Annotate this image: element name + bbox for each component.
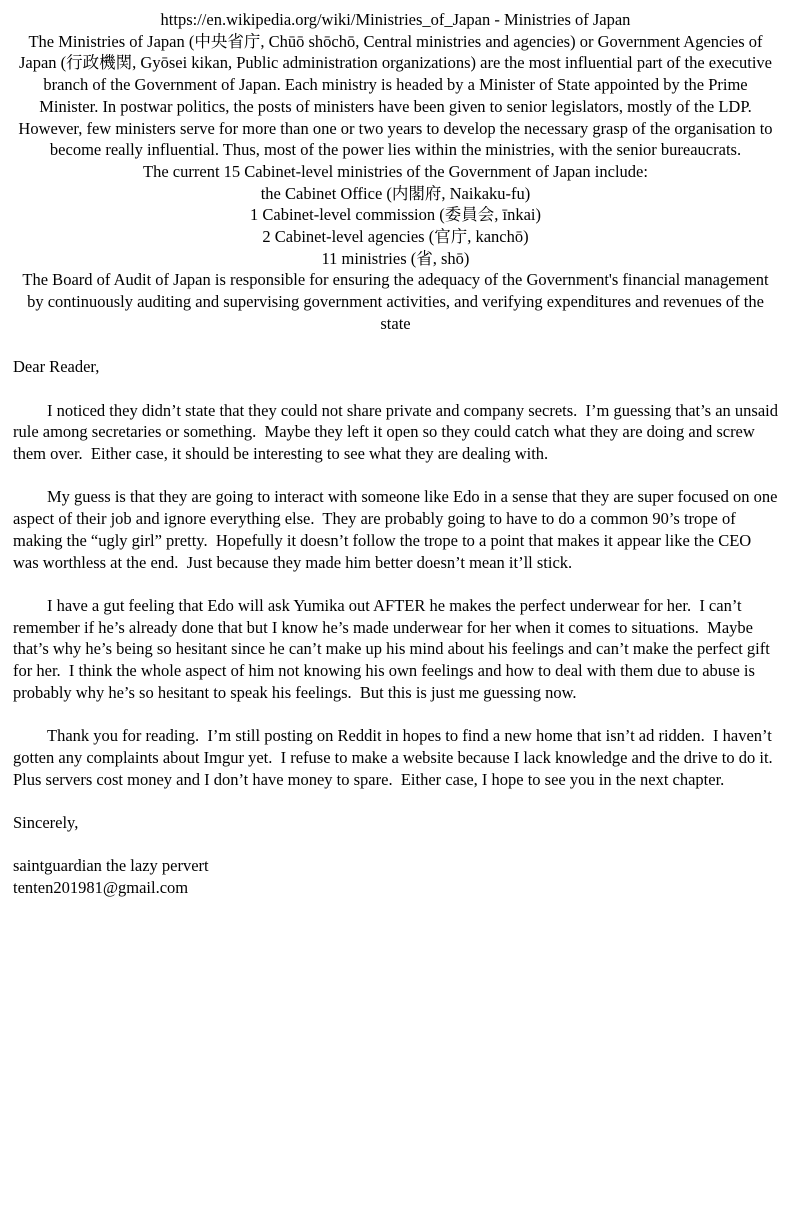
letter-body <box>13 356 783 898</box>
source-url-line: https://en.wikipedia.org/wiki/Ministries_of_Japan - Ministries of Japan <box>160 10 631 29</box>
letter-closing: Sincerely, <box>13 812 79 832</box>
ministry-list-item-ministries: 11 ministries (省, shō) <box>321 248 470 268</box>
ministry-list-item-agencies: 2 Cabinet-level agencies (官庁, kanchō) <box>262 227 529 247</box>
letter-paragraph-1: I noticed they didn’t state that they could not share private and company secrets. I’m guessing that’s an unsaid rule among secretaries or something. Maybe they left it open so they could catch what they are doing and screw them over. Either case, it should be interesting to see what they are dealing with. <box>13 400 783 464</box>
letter-salutation: Dear Reader, <box>13 357 100 377</box>
signature-email: tenten201981@gmail.com <box>13 878 189 898</box>
wikipedia-excerpt-block <box>13 9 778 335</box>
letter-paragraph-4: Thank you for reading. I’m still posting on Reddit in hopes to find a new home that isn’t ad ridden. I haven’t gotten any complaints about Imgur yet. I refuse to make a website because I lack knowledge and the drive to do it. Plus servers cost money and I don’t have money to spare. Either case, I hope to see you in the next chapter. <box>13 726 781 789</box>
letter-paragraph-2: My guess is that they are going to interact with someone like Edo in a sense that they are super focused on one aspect of their job and ignore everything else. They are probably going to have to do a common 90’s trope of making the “ugly girl” pretty. Hopefully it doesn’t follow the trope to a point that makes it appear like the CEO was worthless at the end. Just because they made him better doesn’t mean it’ll stick. <box>13 487 782 572</box>
ministry-list-item-commission: 1 Cabinet-level commission (委員会, īnkai) <box>250 205 541 225</box>
wikipedia-intro-paragraph: The Ministries of Japan (中央省庁, Chūō shōchō, Central ministries and agencies) or Government Agencies of Japan (行政機関, Gyōsei kikan, Public administration organizations) are the most influential part of the executive branch of the Government of Japan. Each ministry is headed by a Minister of State appointed by the Prime Minister. In postwar politics, the posts of ministers have been given to senior legislators, mostly of the LDP. However, few ministers serve for more than one or two years to develop the necessary grasp of the organisation to become really influential. Thus, most of the power lies within the ministries, with the senior bureaucrats. <box>18 31 777 160</box>
board-of-audit-paragraph: The Board of Audit of Japan is responsible for ensuring the adequacy of the Government's financial management by continuously auditing and supervising government activities, and verifying expenditures and revenues of the state <box>22 270 773 333</box>
ministries-list-intro: The current 15 Cabinet-level ministries of the Government of Japan include: <box>143 161 648 181</box>
ministry-list-item-cabinet-office: the Cabinet Office (内閣府, Naikaku-fu) <box>260 183 531 203</box>
letter-paragraph-3: I have a gut feeling that Edo will ask Yumika out AFTER he makes the perfect underwear for her. I can’t remember if he’s already done that but I know he’s made underwear for her when it comes to situations. Maybe that’s why he’s being so hesitant since he can’t make up his mind about his feelings and can’t make the perfect gift for her. I think the whole aspect of him not knowing his own feelings and how to deal with them due to abuse is probably why he’s so hesitant to speak his feelings. But this is just me guessing now. <box>13 595 774 702</box>
signature-name: saintguardian the lazy pervert <box>13 856 209 876</box>
